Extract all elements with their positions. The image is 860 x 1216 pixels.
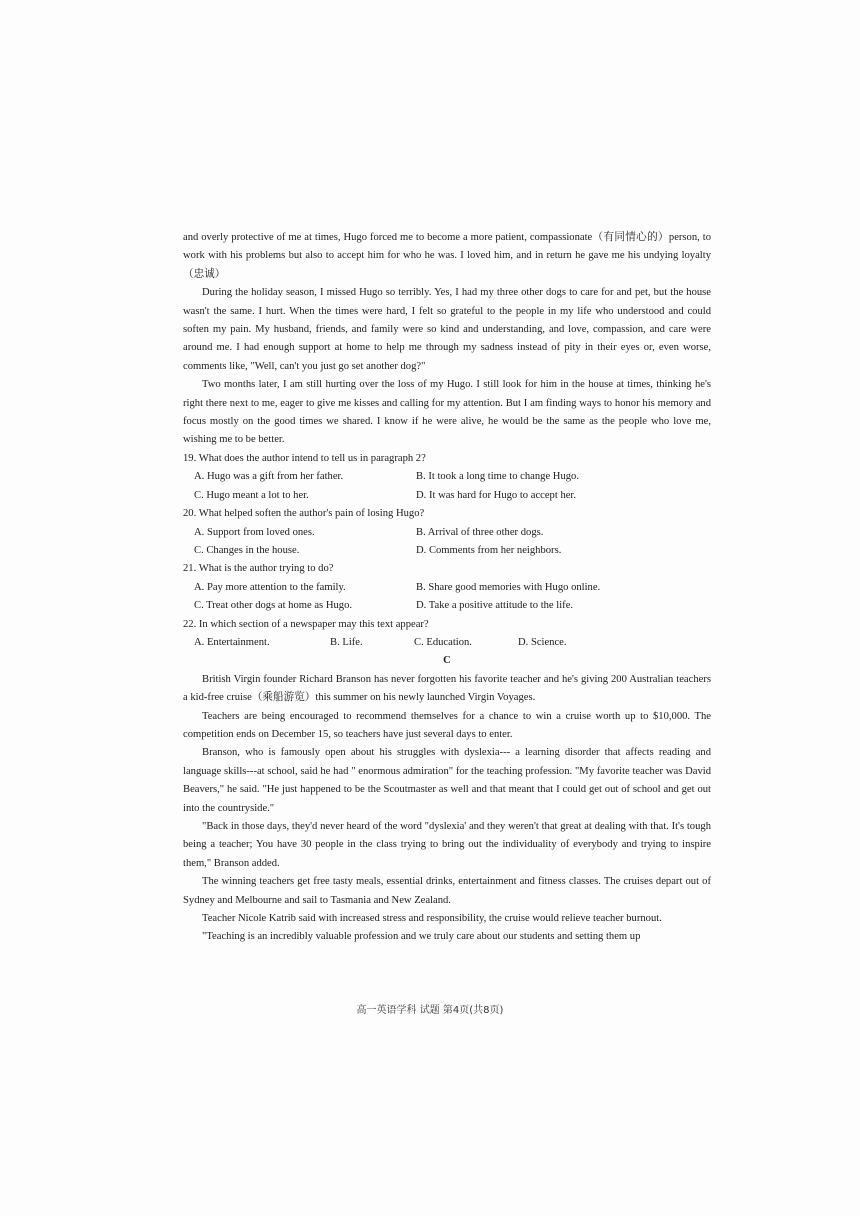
option-d: D. Take a positive attitude to the life. — [416, 600, 574, 612]
passage-paragraph: The winning teachers get free tasty meals, essential drinks, entertainment and fitness classes. The cruises depart out of Sydney and Melbourne and sail to Tasmania and New Zealand. — [183, 876, 711, 906]
option-d: D. Comments from her neighbors. — [416, 544, 562, 556]
question-21 — [183, 560, 711, 615]
option-a: A. Entertainment. — [194, 636, 270, 648]
option-c: C. Changes in the house. — [194, 544, 300, 556]
option-a: A. Hugo was a gift from her father. — [194, 471, 344, 483]
passage-paragraph: "Back in those days, they'd never heard of the word "dyslexia' and they weren't that great at dealing with that. It's tough being a teacher; You have 30 people in the class trying to bring out the individuality of everybody and trying to inspire them," Branson added. — [183, 820, 711, 869]
question-stem: 19. What does the author intend to tell us in paragraph 2? — [183, 452, 426, 464]
option-row — [183, 524, 711, 542]
question-22 — [183, 616, 711, 653]
option-c: C. Education. — [414, 636, 472, 648]
option-c: C. Treat other dogs at home as Hugo. — [194, 600, 353, 612]
option-row — [183, 542, 711, 560]
option-row — [183, 487, 711, 505]
question-stem: 21. What is the author trying to do? — [183, 563, 334, 575]
section-heading: C — [443, 655, 451, 667]
passage-paragraph: Two months later, I am still hurting over the loss of my Hugo. I still look for him in the house at times, thinking he's right there next to me, eager to give me kisses and calling for my attention. But I am finding ways to honor his memory and focus mostly on the good times we shared. I know if he were alive, he would be the same as the people who love me, wishing me to be better. — [183, 379, 711, 446]
passage-paragraph: Teachers are being encouraged to recommend themselves for a chance to win a cruise worth up to $10,000. The competition ends on December 15, so teachers have just several days to enter. — [183, 710, 711, 740]
question-19 — [183, 450, 711, 505]
option-d: D. Science. — [518, 636, 567, 648]
option-row — [183, 597, 711, 615]
option-b: B. Share good memories with Hugo online. — [416, 581, 601, 593]
option-c: C. Hugo meant a lot to her. — [194, 489, 309, 501]
question-stem: 20. What helped soften the author's pain of losing Hugo? — [183, 508, 425, 520]
option-b: B. It took a long time to change Hugo. — [416, 471, 579, 483]
option-b: B. Arrival of three other dogs. — [416, 526, 544, 538]
option-b: B. Life. — [330, 636, 363, 648]
option-a: A. Pay more attention to the family. — [194, 581, 346, 593]
question-20 — [183, 505, 711, 560]
page-footer: 高一英语学科 试题 第4页(共8页) — [356, 1005, 504, 1016]
passage-paragraph: and overly protective of me at times, Hugo forced me to become a more patient, compassionate（有同情心的）person, to work with his problems but also to accept him for who he was. I loved him, and in return he gave me his undying loyalty（忠诚） — [183, 232, 711, 280]
option-a: A. Support from loved ones. — [194, 526, 315, 538]
passage-paragraph: "Teaching is an incredibly valuable profession and we truly care about our students and setting them up — [202, 931, 641, 943]
option-row — [183, 634, 711, 652]
question-stem: 22. In which section of a newspaper may this text appear? — [183, 618, 429, 630]
passage-paragraph: British Virgin founder Richard Branson has never forgotten his favorite teacher and he's giving 200 Australian teachers a kid-free cruise（乘船游览）this summer on his newly launched Virgin Voyages. — [183, 673, 711, 704]
option-row — [183, 468, 711, 486]
page-content — [183, 229, 711, 947]
passage-paragraph: During the holiday season, I missed Hugo so terribly. Yes, I had my three other dogs to care for and pet, but the house wasn't the same. I hurt. When the times were hard, I felt so grateful to the people in my life who understood and could soften my pain. My husband, friends, and family were so kind and understanding, and love, compassion, and care were around me. I had enough support at home to help me through my sadness instead of pity in their eyes or, even worse, comments like, "Well, can't you just go set another dog?" — [183, 287, 711, 372]
passage-paragraph: Teacher Nicole Katrib said with increased stress and responsibility, the cruise would relieve teacher burnout. — [202, 913, 662, 925]
option-d: D. It was hard for Hugo to accept her. — [416, 489, 577, 501]
option-row — [183, 579, 711, 597]
passage-paragraph: Branson, who is famously open about his struggles with dyslexia--- a learning disorder that affects reading and language skills---at school, said he had " enormous admiration" for the teaching profession. "My favorite teacher was David Beavers," he said. "He just happened to be the Scoutmaster as well and that meant that I could get out of school and get out into the countryside." — [183, 747, 711, 814]
